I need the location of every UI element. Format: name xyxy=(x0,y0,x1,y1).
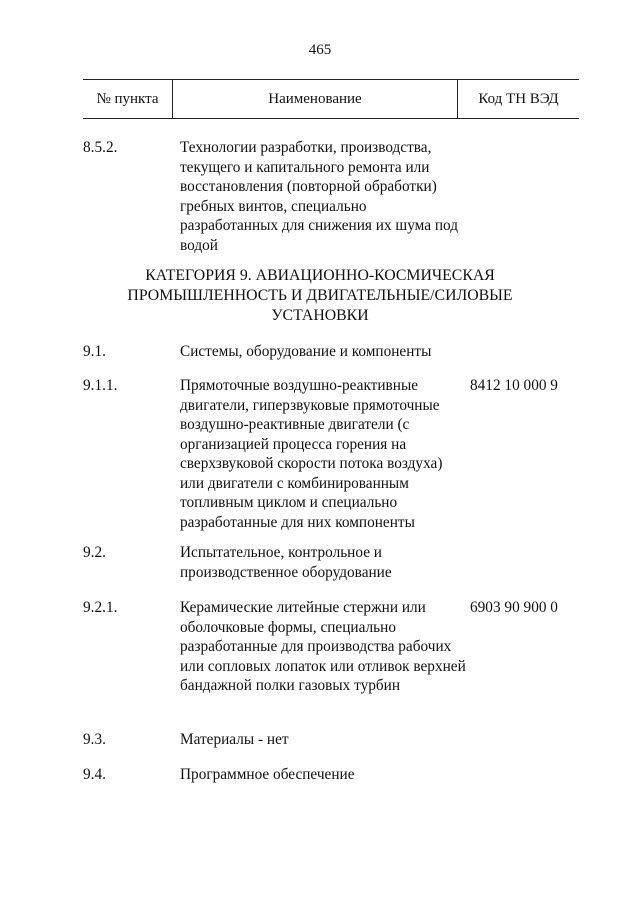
table-row xyxy=(83,138,470,255)
item-code: 8412 10 000 9 xyxy=(470,377,558,394)
item-code: 6903 90 900 0 xyxy=(470,599,558,616)
header-item-number: № пункта xyxy=(83,80,173,118)
item-number: 9.2.1. xyxy=(83,599,118,616)
header-name: Наименование xyxy=(173,80,458,118)
item-number: 8.5.2. xyxy=(83,139,118,156)
item-description: Технологии разработки, производства, текущего и капитального ремонта или восстановления (повторной обработки) гребных винтов, специально разработанных для снижения их шума под водой xyxy=(180,139,459,254)
item-description: Прямоточные воздушно-реактивные двигатели, гиперзвуковые прямоточные воздушно-реактивные двигатели (с организацией процесса горения на сверхзвуковой скорости потока воздуха) или двигатели с комбинированным топливным циклом и специально разработанные для них компоненты xyxy=(180,377,443,531)
item-code xyxy=(468,543,470,582)
table-row xyxy=(83,598,558,696)
item-description: Системы, оборудование и компоненты xyxy=(180,343,432,360)
item-description: Материалы - нет xyxy=(180,731,289,748)
item-description: Керамические литейные стержни или оболочковые формы, специально разработанные для производства рабочих или сопловых лопаток или отливок верхней бандажной полки газовых турбин xyxy=(180,599,466,694)
table-header xyxy=(83,79,579,119)
table-row xyxy=(83,376,558,532)
header-tn-ved-code: Код ТН ВЭД xyxy=(478,90,559,107)
item-code xyxy=(468,342,470,362)
item-description: Испытательное, контрольное и производственное оборудование xyxy=(180,544,392,581)
category-heading: КАТЕГОРИЯ 9. АВИАЦИОННО-КОСМИЧЕСКАЯ ПРОМЫШЛЕННОСТЬ И ДВИГАТЕЛЬНЫЕ/СИЛОВЫЕ УСТАНОВКИ xyxy=(127,267,513,324)
item-number: 9.2. xyxy=(83,544,106,561)
item-number: 9.1. xyxy=(83,343,106,360)
item-description: Программное обеспечение xyxy=(180,766,355,783)
item-code xyxy=(468,138,470,255)
item-code xyxy=(468,730,470,750)
item-number: 9.4. xyxy=(83,766,106,783)
page-number: 465 xyxy=(308,42,332,58)
table-row xyxy=(83,765,470,785)
table-row xyxy=(83,730,470,750)
table-row xyxy=(83,543,470,582)
item-number: 9.3. xyxy=(83,731,106,748)
item-number: 9.1.1. xyxy=(83,377,118,394)
item-code xyxy=(468,765,470,785)
table-row xyxy=(83,342,470,362)
